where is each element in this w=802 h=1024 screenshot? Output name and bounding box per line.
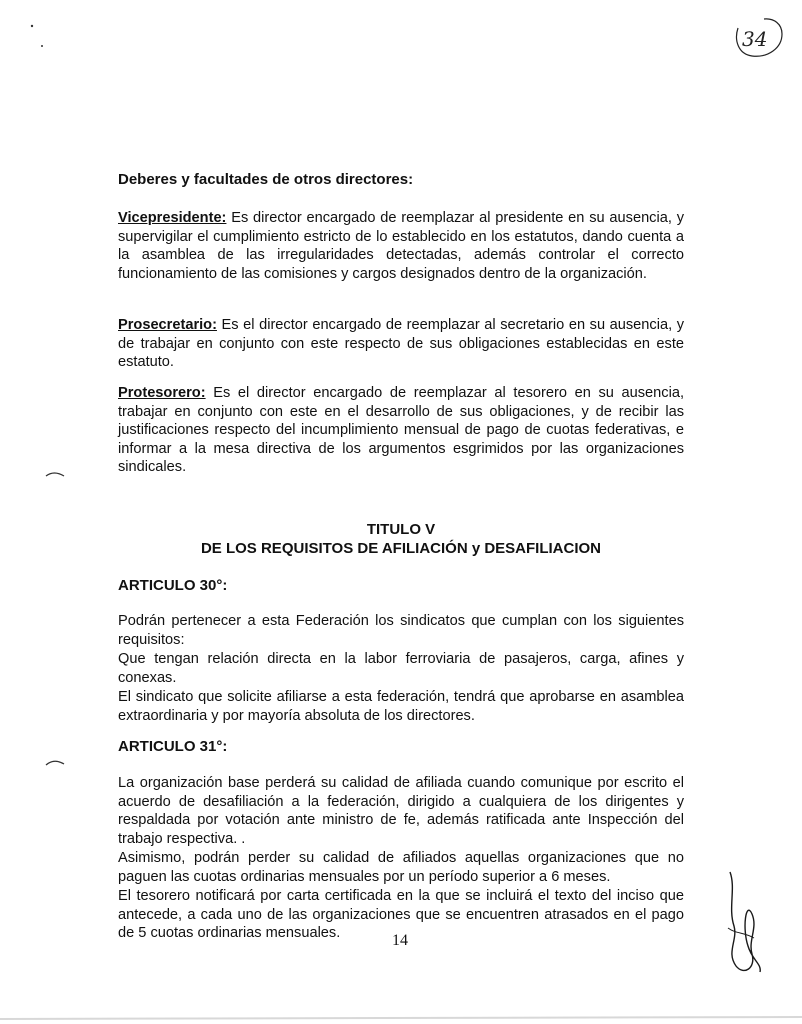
scan-speck — [28, 22, 58, 52]
article-30-para-1: Podrán pertenecer a esta Federación los sindicatos que cumplan con los siguientes requisitos: — [118, 613, 684, 648]
text-prosecretario: Es el director encargado de reemplazar al secretario en su ausencia, y de trabajar en conjunto con este respecto de sus obligaciones establecidas en este estatuto. — [118, 317, 684, 371]
article-30-para-2: Que tengan relación directa en la labor ferroviaria de pasajeros, carga, afines y conexas. — [118, 651, 684, 686]
article-31-para-1: La organización base perderá su calidad de afiliada cuando comunique por escrito el acuerdo de desafiliación a la federación, dirigido a cualquiera de los dirigentes y respaldada por votación ante ministro de fe, además ratificada ante Inspección del trabajo respectiva. . — [118, 775, 684, 847]
page-number: 14 — [392, 932, 408, 949]
titulo-number: TITULO V — [366, 521, 436, 538]
article-31-para-2: Asimismo, podrán perder su calidad de afiliados aquellas organizaciones que no paguen las cuotas ordinarias mensuales por un período superior a 6 meses. — [118, 850, 684, 885]
margin-mark — [44, 756, 66, 768]
article-31-para-3: El tesorero notificará por carta certificada en la que se incluirá el texto del inciso que antecede, a cada uno de las organizaciones que se encuentren atrasados en el pago de 5 cuotas ordinarias mensuales. — [118, 888, 684, 942]
term-vicepresidente: Vicepresidente: — [118, 210, 227, 226]
text-vicepresidente: Es director encargado de reemplazar al presidente en su ausencia, y supervigilar el cumplimiento estricto de lo establecido en los estatutos, dando cuenta a la asamblea de las irregularidades detectadas, además controlar el correcto funcionamiento de las comisiones y cargos designados dentro de la organización. — [118, 210, 684, 282]
article-30-para-3: El sindicato que solicite afiliarse a esta federación, tendrá que aprobarse en asamblea extraordinaria y por mayoría absoluta de los directores. — [118, 689, 684, 724]
article-31-heading: ARTICULO 31°: — [118, 738, 228, 755]
article-30-heading: ARTICULO 30°: — [118, 577, 228, 594]
paragraph-prosecretario — [118, 316, 684, 372]
stamp-text: 34 — [742, 27, 768, 51]
handwritten-page-stamp — [728, 14, 788, 62]
section-heading: Deberes y facultades de otros directores: — [118, 171, 414, 188]
handwritten-signature — [722, 868, 766, 980]
term-prosecretario: Prosecretario: — [118, 317, 217, 333]
paragraph-protesorero — [118, 384, 684, 477]
paragraph-vicepresidente — [118, 209, 684, 283]
margin-mark — [44, 468, 66, 480]
titulo-title: DE LOS REQUISITOS DE AFILIACIÓN y DESAFILIACION — [200, 540, 602, 557]
text-protesorero: Es el director encargado de reemplazar al tesorero en su ausencia, trabajar en conjunto con este en el desarrollo de sus obligaciones, y de recibir las justificaciones respecto del incumplimiento mensual de pago de cuotas federativas, e informar a la mesa directiva de los argumentos esgrimidos por las organizaciones sindicales. — [118, 385, 684, 476]
term-protesorero: Protesorero: — [118, 385, 206, 401]
scan-bottom-edge — [0, 1010, 802, 1024]
